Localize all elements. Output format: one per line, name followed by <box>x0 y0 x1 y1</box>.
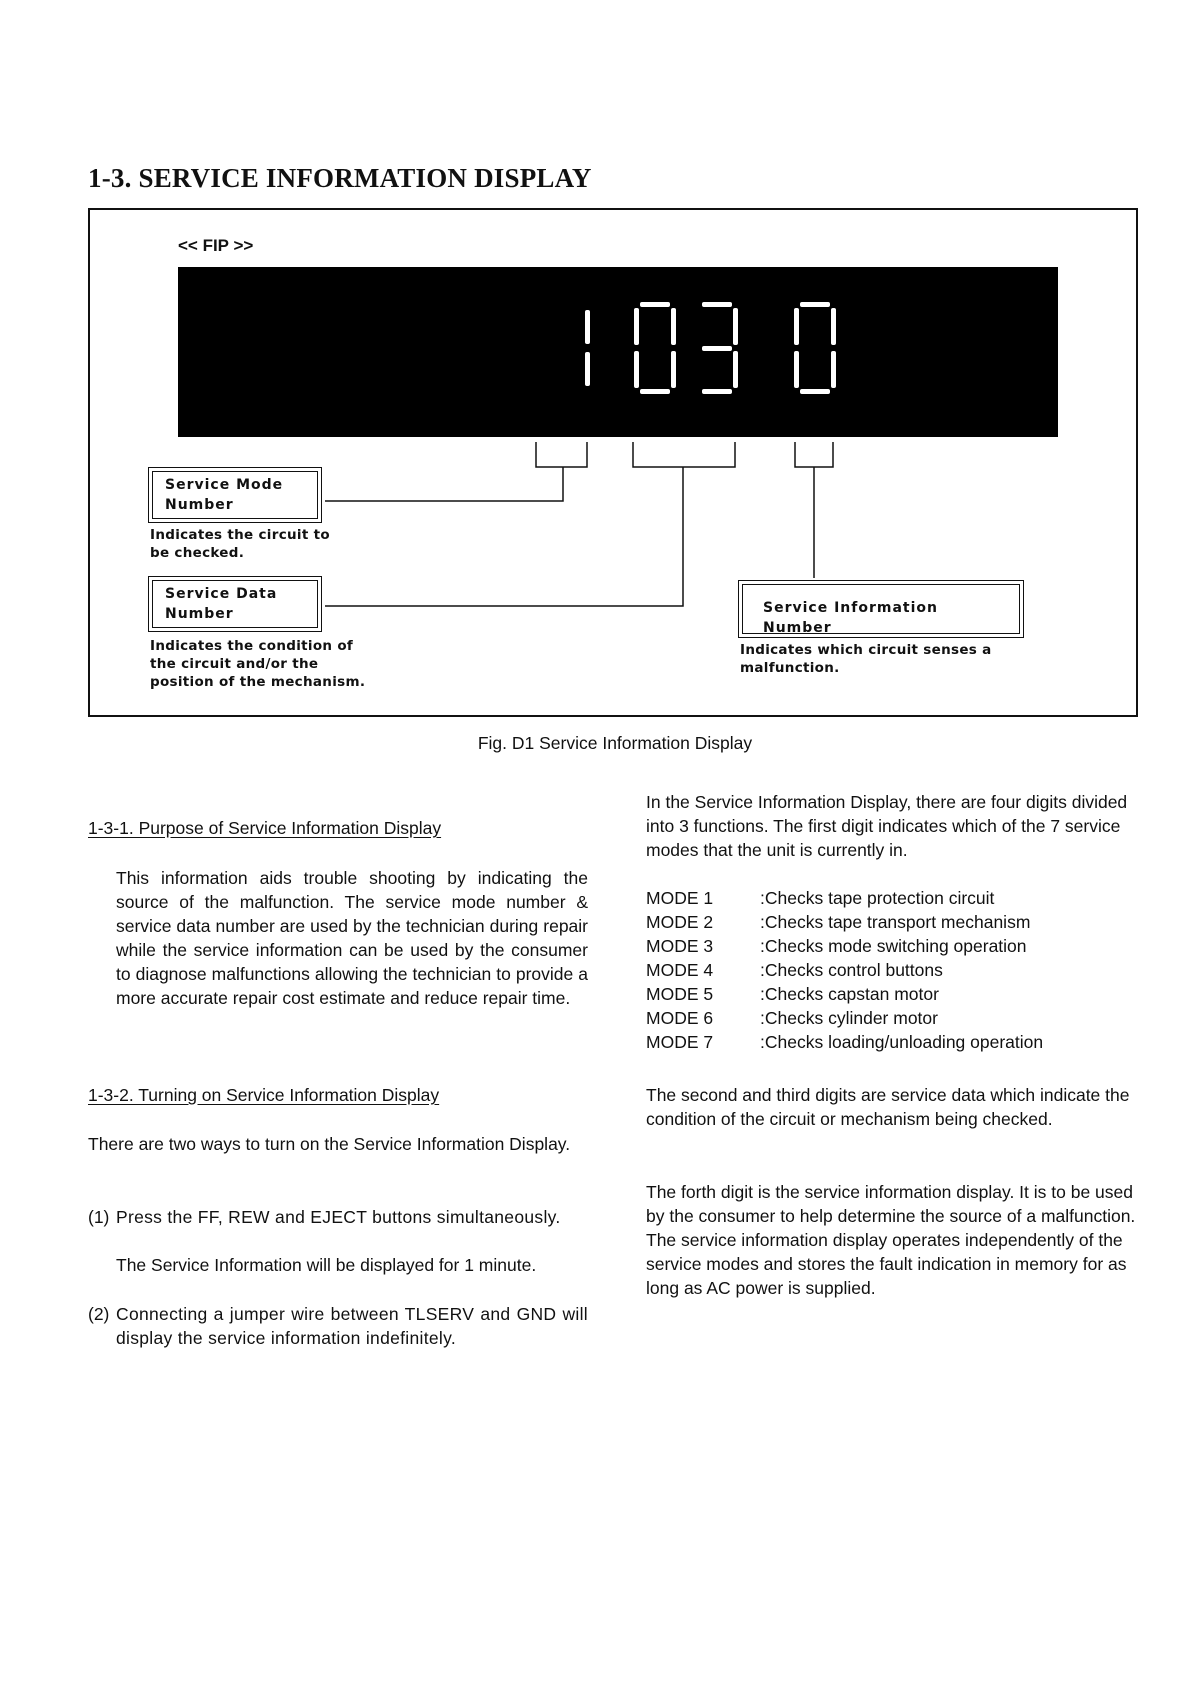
mode-name: MODE 5 <box>646 984 714 1004</box>
service-info-label: Service Information Number <box>763 600 938 636</box>
seven-segment-digits <box>585 302 836 394</box>
mode-row <box>646 1030 1043 1054</box>
mode-name: MODE 4 <box>646 960 714 980</box>
service-mode-label-line1: Service Mode <box>165 477 284 493</box>
service-mode-desc-line2: be checked. <box>150 545 245 561</box>
digit-3-segment-g <box>702 346 732 351</box>
right-paragraph-3: The forth digit is the service information display. It is to be used by the consumer to help determine the source of a malfunction. The service information display operates independently of the service modes and stores the fault indication in memory for as long as AC power is supplied. <box>646 1182 1136 1298</box>
digit-2-segment-a <box>640 302 670 307</box>
digit-4-segment-d <box>800 389 830 394</box>
mode-name: MODE 6 <box>646 1008 714 1028</box>
right-paragraph-2: The second and third digits are service data which indicate the condition of the circuit or mechanism being checked. <box>646 1085 1130 1129</box>
bracket-digit-1 <box>536 442 587 467</box>
digit-4-segment-b <box>831 308 836 345</box>
mode-row <box>646 1006 1043 1030</box>
digit-3-segment-c <box>733 351 738 388</box>
list-item-1-note: The Service Information will be displayed for 1 minute. <box>116 1255 537 1275</box>
digit-2-segment-b <box>671 308 676 345</box>
section-title: 1-3. SERVICE INFORMATION DISPLAY <box>88 163 592 193</box>
mode-row <box>646 934 1043 958</box>
section-1-3-2-intro: There are two ways to turn on the Service Information Display. <box>88 1134 571 1154</box>
mode-row <box>646 886 1043 910</box>
list-item-1-number: (1) <box>88 1207 110 1227</box>
mode-row <box>646 910 1043 934</box>
service-mode-callout <box>148 467 322 523</box>
service-info-desc-line1: Indicates which circuit senses a <box>740 642 992 658</box>
service-info-description <box>740 641 992 677</box>
fip-label: << FIP >> <box>178 236 254 255</box>
figure-caption: Fig. D1 Service Information Display <box>477 733 753 753</box>
digit-3-segment-a <box>702 302 732 307</box>
digit-2-segment-e <box>634 351 639 388</box>
digit-4-segment-f <box>794 308 799 345</box>
digit-1-segment-b <box>585 310 590 344</box>
bracket-digit-4 <box>795 442 833 467</box>
service-info-desc-line2: malfunction. <box>740 660 840 676</box>
mode-description: :Checks control buttons <box>760 960 943 980</box>
digit-2-segment-f <box>634 308 639 345</box>
service-data-desc-line1: Indicates the condition of <box>150 638 354 654</box>
service-data-description <box>150 637 365 691</box>
digit-4-segment-a <box>800 302 830 307</box>
service-mode-label-line2: Number <box>165 497 234 513</box>
digit-2-segment-d <box>640 389 670 394</box>
digit-2-segment-c <box>671 351 676 388</box>
section-1-3-1-body: This information aids trouble shooting by indicating the source of the malfunction. The service mode number & service data number are used by the technician during repair while the service information can be used by the consumer to diagnose malfunctions allowing the technician to provide a more accurate repair cost estimate and reduce repair time. <box>116 868 588 1008</box>
mode-name: MODE 1 <box>646 888 714 908</box>
digit-4-segment-c <box>831 351 836 388</box>
mode-description: :Checks mode switching operation <box>760 936 1027 956</box>
service-data-label-line2: Number <box>165 606 234 622</box>
right-intro-paragraph: In the Service Information Display, there are four digits divided into 3 functions. The first digit indicates which of the 7 service modes that the unit is currently in. <box>646 792 1128 860</box>
service-mode-description <box>150 526 330 562</box>
service-data-callout <box>148 576 322 632</box>
mode-name: MODE 3 <box>646 936 714 956</box>
leader-service-mode <box>325 467 563 501</box>
service-data-desc-line3: position of the mechanism. <box>150 674 366 690</box>
bracket-digits-2-3 <box>633 442 735 467</box>
mode-description: :Checks tape protection circuit <box>760 888 995 908</box>
service-data-label-line1: Service Data <box>165 586 278 602</box>
mode-description: :Checks tape transport mechanism <box>760 912 1031 932</box>
service-mode-desc-line1: Indicates the circuit to <box>150 527 330 543</box>
service-data-desc-line2: the circuit and/or the <box>150 656 319 672</box>
digit-4-segment-e <box>794 351 799 388</box>
mode-description: :Checks cylinder motor <box>760 1008 938 1028</box>
list-item-2-text: Connecting a jumper wire between TLSERV and GND will display the service information indefinitely. <box>116 1304 588 1348</box>
digit-3-segment-b <box>733 308 738 345</box>
section-1-3-1-heading: 1-3-1. Purpose of Service Information Display <box>88 818 442 838</box>
list-item-2-number: (2) <box>88 1304 110 1324</box>
mode-row <box>646 958 1043 982</box>
mode-row <box>646 982 1043 1006</box>
mode-name: MODE 2 <box>646 912 714 932</box>
leader-service-data <box>325 467 683 606</box>
section-1-3-2-heading: 1-3-2. Turning on Service Information Display <box>88 1085 440 1105</box>
mode-description: :Checks capstan motor <box>760 984 939 1004</box>
mode-description: :Checks loading/unloading operation <box>760 1032 1044 1052</box>
digit-3-segment-d <box>702 389 732 394</box>
service-info-callout <box>738 580 1024 638</box>
service-mode-table <box>646 886 1043 1054</box>
list-item-1-text: Press the FF, REW and EJECT buttons simultaneously. <box>116 1207 561 1227</box>
digit-1-segment-c <box>585 352 590 386</box>
mode-name: MODE 7 <box>646 1032 714 1052</box>
